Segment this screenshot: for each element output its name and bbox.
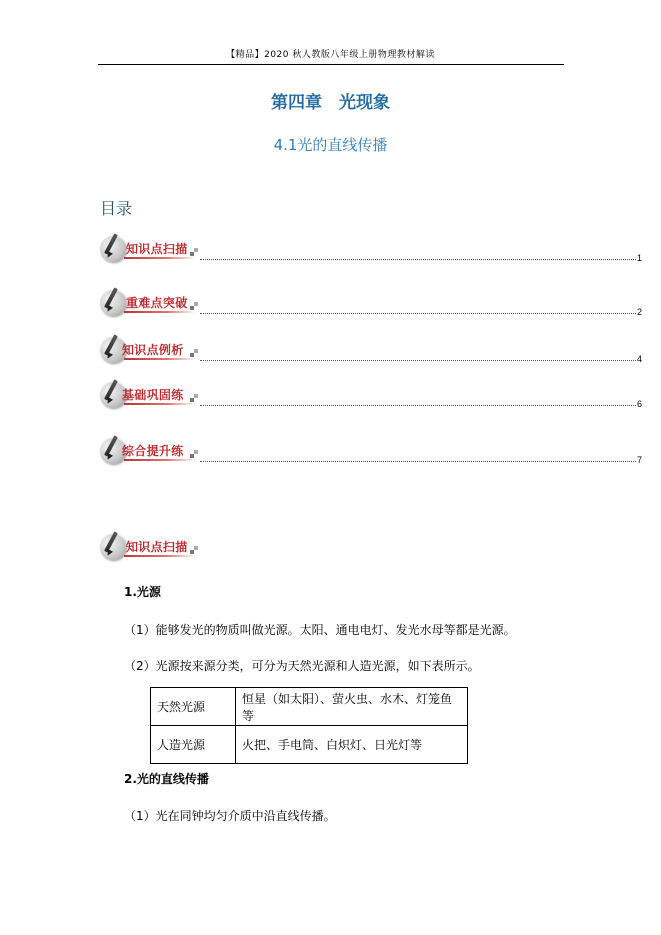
page-header: 【精品】2020 秋人教版八年级上册物理教材解读 [226, 50, 435, 60]
toc-page-number: 1 [636, 253, 642, 263]
toc-leader-dots [200, 259, 636, 260]
badge-square-icon [194, 546, 198, 550]
toc-page-number: 2 [636, 307, 642, 317]
badge-square-icon [194, 302, 198, 306]
toc-page-number: 4 [636, 354, 642, 364]
table-row [151, 688, 468, 726]
toc-badge [100, 333, 204, 367]
badge-underline [124, 358, 196, 360]
toc-heading: 目录 [100, 199, 133, 218]
badge-underline [124, 257, 196, 259]
table-cell-examples: 恒星（如太阳）、萤火虫、水木、灯笼鱼等 [236, 688, 468, 726]
toc-page-number: 6 [636, 399, 642, 409]
table-cell-examples: 火把、手电筒、白炽灯、日光灯等 [236, 726, 468, 764]
toc-badge [100, 434, 204, 468]
toc-leader-dots [200, 360, 636, 361]
toc-entry-examples[interactable] [100, 333, 642, 367]
toc-entry-label: 综合提升练 [122, 444, 184, 458]
toc-entry-knowledge-scan[interactable] [100, 232, 642, 266]
section-badge-knowledge-scan [100, 530, 204, 564]
table-cell-type: 人造光源 [151, 726, 236, 764]
paragraph: （1）能够发光的物质叫做光源。太阳、通电电灯、发光水母等都是光源。 [124, 623, 516, 637]
toc-entry-key-points[interactable] [100, 286, 642, 320]
paragraph: （2）光源按来源分类，可分为天然光源和人造光源，如下表所示。 [124, 659, 480, 673]
badge-square-icon [190, 454, 194, 458]
toc-entry-basic-practice[interactable] [100, 378, 642, 412]
toc-entry-label: 知识点例析 [122, 343, 184, 357]
badge-square-icon [194, 349, 198, 353]
badge-underline [124, 459, 196, 461]
badge-square-icon [194, 248, 198, 252]
toc-entry-label: 知识点扫描 [126, 242, 188, 256]
toc-leader-dots [200, 461, 636, 462]
badge-square-icon [190, 306, 194, 310]
badge-square-icon [190, 550, 194, 554]
section-title: 4.1光的直线传播 [273, 136, 388, 154]
toc-entry-comprehensive-practice[interactable] [100, 434, 642, 468]
toc-badge [100, 286, 204, 320]
badge-square-icon [190, 353, 194, 357]
section-badge-label: 知识点扫描 [126, 540, 188, 554]
toc-leader-dots [200, 313, 636, 314]
badge-square-icon [194, 450, 198, 454]
toc-entry-label: 重难点突破 [126, 296, 188, 310]
toc-leader-dots [200, 405, 636, 406]
subheading-light-source: 1.光源 [124, 585, 161, 599]
badge-square-icon [190, 398, 194, 402]
paragraph: （1）光在同钟均匀介质中沿直线传播。 [124, 809, 336, 823]
toc-badge [100, 378, 204, 412]
badge-underline [124, 403, 196, 405]
toc-entry-label: 基础巩固练 [122, 388, 184, 402]
badge-underline [124, 311, 196, 313]
chapter-title: 第四章 光现象 [271, 93, 390, 113]
badge-underline [124, 555, 196, 557]
toc-page-number: 7 [636, 455, 642, 465]
badge-square-icon [190, 252, 194, 256]
light-source-table [150, 687, 468, 764]
badge-square-icon [194, 394, 198, 398]
subheading-rectilinear-propagation: 2.光的直线传播 [124, 772, 209, 786]
header-rule [98, 64, 564, 65]
table-row [151, 726, 468, 764]
table-cell-type: 天然光源 [151, 688, 236, 726]
toc-badge [100, 232, 204, 266]
